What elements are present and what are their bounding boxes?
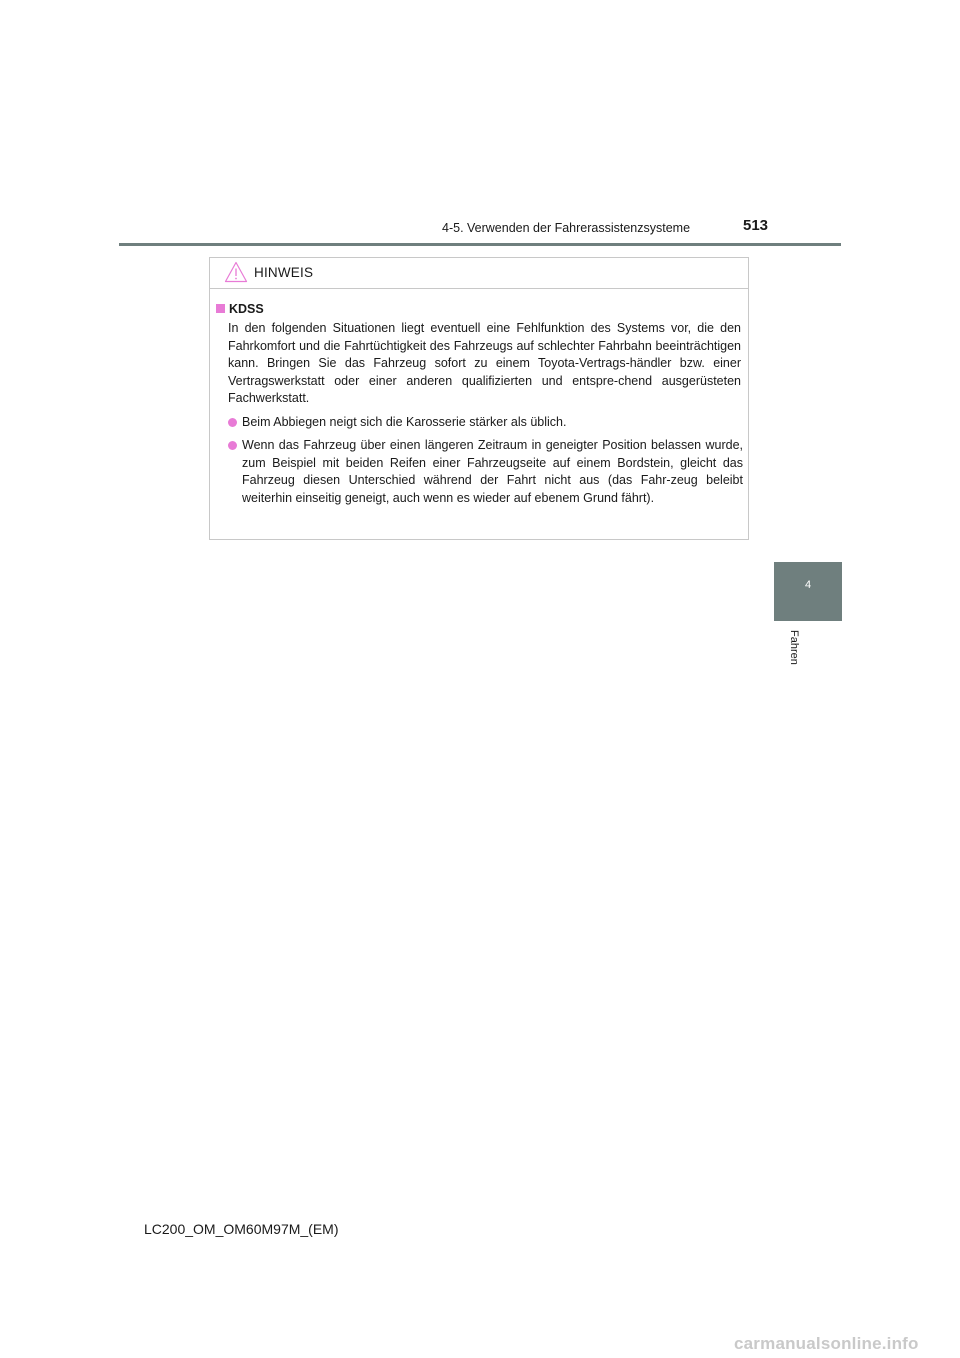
notice-title: HINWEIS — [254, 265, 314, 280]
list-item — [228, 414, 743, 432]
circle-bullet-icon — [228, 418, 237, 427]
chapter-title: Fahren — [788, 630, 800, 665]
kdss-subheading — [216, 302, 264, 316]
list-item — [228, 437, 743, 507]
warning-triangle-icon — [224, 261, 248, 283]
chapter-number: 4 — [804, 579, 812, 591]
list-item-text: Beim Abbiegen neigt sich die Karosserie stärker als üblich. — [242, 415, 567, 429]
section-title: 4-5. Verwenden der Fahrerassistenzsysteme — [442, 221, 691, 235]
watermark: carmanualsonline.info — [734, 1334, 919, 1353]
notice-box — [209, 257, 749, 540]
notice-header — [210, 258, 748, 289]
page-number: 513 — [743, 217, 769, 234]
square-bullet-icon — [216, 304, 225, 313]
chapter-tab — [774, 562, 842, 621]
list-item-text: Wenn das Fahrzeug über einen längeren Zeitraum in geneigter Position belassen wurde, zum Beispiel mit beiden Reifen einer Fahrzeugseite auf einem Bordstein, gleicht das Fahrzeug diesen Unterschied während der Fahrt nicht aus (das Fahr-zeug beleibt weiterhin einseitig geneigt, auch wenn es wieder auf ebenem Grund fährt). — [242, 438, 743, 505]
document-code: LC200_OM_OM60M97M_(EM) — [144, 1221, 339, 1237]
circle-bullet-icon — [228, 441, 237, 450]
notice-paragraph: In den folgenden Situationen liegt eventuell eine Fehlfunktion des Systems vor, die den Fahrkomfort und die Fahrtüchtigkeit des Fahrzeugs auf schlechter Fahrbahn beeinträchtigen kann. Bringen Sie das Fahrzeug sofort zu einem Toyota-Vertrags-händler bzw. einer Vertragswerkstatt oder einer anderen qualifizierten und entspre-chend ausgerüsteten Fachwerkstatt. — [228, 321, 741, 406]
header-divider — [119, 243, 841, 246]
subheading-text: KDSS — [229, 302, 264, 316]
